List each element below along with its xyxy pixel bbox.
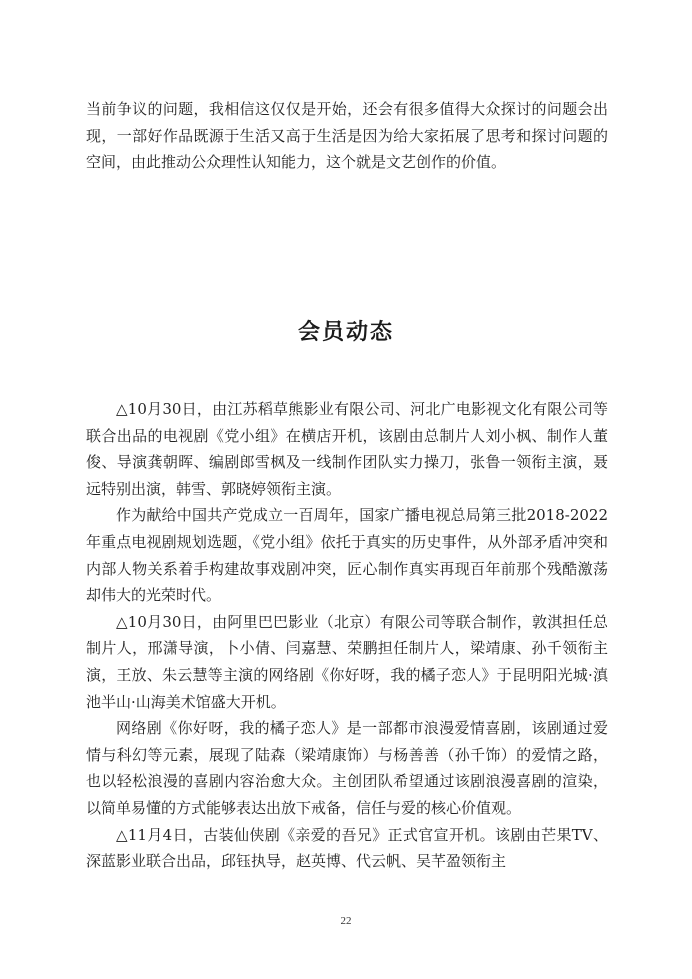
section-title: 会员动态 — [297, 320, 394, 345]
news-paragraph: △11月4日，古装仙侠剧《亲爱的吾兄》正式官宣开机。该剧由芒果TV、深蓝影业联合出品，邱钰执导，赵英博、代云帆、吴芊盈领衔主 — [86, 825, 608, 871]
news-paragraph: △10月30日，由江苏稻草熊影业有限公司、河北广电影视文化有限公司等联合出品的电视剧《党小组》在横店开机，该剧由总制片人刘小枫、制作人董俊、导演龚朝晖、编剧郎雪枫及一线制作团队实力操刀，张鲁一领衔主演，聂远特别出演，韩雪、郭晓婷领衔主演。 — [86, 400, 608, 498]
news-paragraph: 作为献给中国共产党成立一百周年，国家广播电视总局第三批2018-2022年重点电视剧规划选题，《党小组》依托于真实的历史事件，从外部矛盾冲突和内部人物关系着手构建故事戏剧冲突，匠心制作真实再现百年前那个残酷激荡却伟大的光荣时代。 — [86, 506, 608, 605]
member-news-block — [86, 396, 608, 875]
news-paragraph: △10月30日，由阿里巴巴影业（北京）有限公司等联合制作，敦淇担任总制片人，邢潇导演，卜小倩、闫嘉慧、荣鹏担任制片人，梁靖康、孙千领衔主演，王放、朱云慧等主演的网络剧《你好呀，我的橘子恋人》于昆明阳光城·滇池半山·山海美术馆盛大开机。 — [86, 612, 608, 711]
page-number: 22 — [340, 915, 352, 927]
intro-paragraph: 当前争议的问题，我相信这仅仅是开始，还会有很多值得大众探讨的问题会出现，一部好作品既源于生活又高于生活是因为给大家拓展了思考和探讨问题的空间，由此推动公众理性认知能力，这个就是文艺创作的价值。 — [86, 100, 608, 172]
intro-text-block — [86, 96, 608, 176]
news-paragraph: 网络剧《你好呀，我的橘子恋人》是一部都市浪漫爱情喜剧，该剧通过爱情与科幻等元素，展现了陆森（梁靖康饰）与杨善善（孙千饰）的爱情之路，也以轻松浪漫的喜剧内容治愈大众。主创团队希望通过该剧浪漫喜剧的渲染，以简单易懂的方式能够表达出放下戒备，信任与爱的核心价值观。 — [86, 719, 608, 817]
